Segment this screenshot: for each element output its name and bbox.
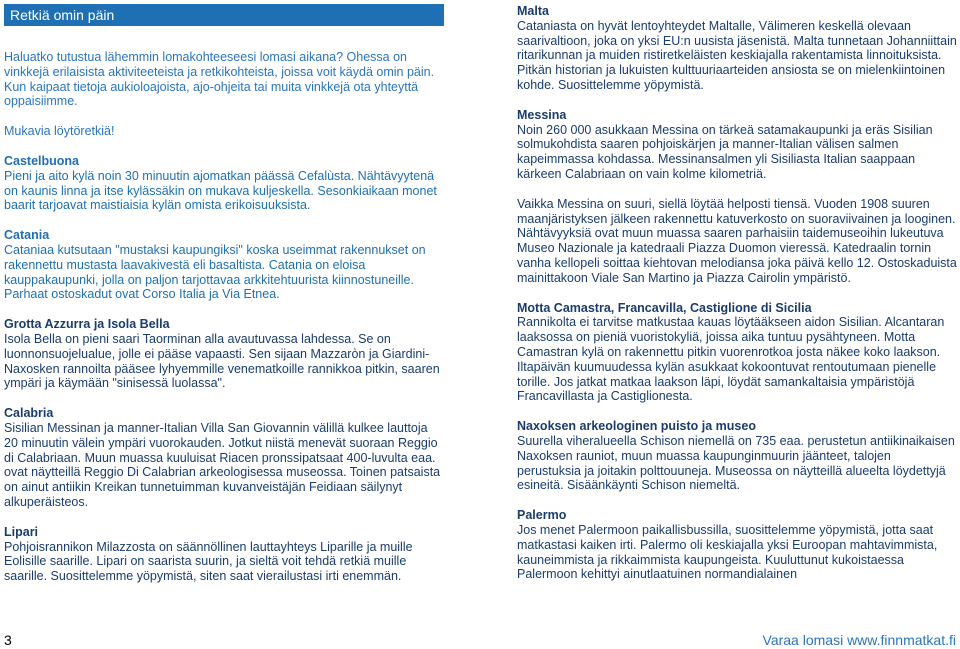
right-column (517, 4, 957, 582)
section-title: Naxoksen arkeologinen puisto ja museo (517, 419, 756, 434)
section-title: Motta Camastra, Francavilla, Castiglione di Sicilia (517, 300, 812, 315)
section-text: Cataniasta on hyvät lentoyhteydet Maltalle, Välimeren keskellä olevaan saarivaltioon, joka on yksi EU:n uusista jäsenistä. Malta tunnetaan Johanniittain ritarikunnan ja muiden ristiretkeläisten keskiajalla rakentamista linnoituksista. Pitkän historian ja lukuisten kulttuuriaarteiden ansiosta se on mielenkiintoinen kohde. Suosittelemme yöpymistä. (517, 18, 957, 92)
section-title: Calabria (4, 406, 54, 421)
section-text: Suurella viheralueella Schison niemellä on 735 eaa. perustetun antiikinaikaisen Naxoksen rauniot, muun muassa kaupunginmuurin jäänteet, talojen perustuksia ja joitakin polttouuneja. Museossa on näytteillä alueelta löydettyjä esineitä. Sisäänkäynti Schison niemeltä. (517, 433, 955, 493)
section-banner: Retkiä omin päin (4, 4, 444, 26)
section-title: Palermo (517, 508, 567, 523)
section-malta (517, 4, 957, 93)
section-catania (4, 228, 444, 302)
section-naxos (517, 419, 957, 493)
section-text: Pieni ja aito kylä noin 30 minuutin ajomatkan päässä Cefalùsta. Nähtävyytenä on kaunis linna ja itse kylässäkin on mukava kuljeskella. Sesonkiaikaan monet baarit tarjoavat maistiaisia kylän omista erikoisuuksista. (4, 168, 437, 213)
section-motta-camastra (517, 301, 957, 405)
section-title: Grotta Azzurra ja Isola Bella (4, 317, 170, 332)
section-text: Vaikka Messina on suuri, siellä löytää helposti tiensä. Vuoden 1908 suuren maanjäristyksen jälkeen rakennettu katuverkosto on suoraviivainen ja looginen. Nähtävyyksiä ovat muun muassa saaren parhaisiin taidemuseoihin lukeutuva Museo Nazionale ja katedraali Piazza Duomon vieressä. Katedraalin tornin vanha kellopeli soittaa kiehtovan melodiansa joka päivä kello 12. Ostoskaduista mainittakoon Viale San Martino ja Piazza Cairolin ympäristö. (517, 196, 957, 285)
section-text: Isola Bella on pieni saari Taorminan alla avautuvassa lahdessa. Se on luonnonsuojelualue, jolle ei pääse vapaasti. Sen sijaan Mazzaròn ja Giardini-Naxosken rannoilta pääsee lyhyemmille venematkoille rannikkoa pitkin, saaren ympäri ja käymään "sinisessä luolassa". (4, 331, 440, 391)
page-number: 3 (4, 632, 12, 648)
section-calabria (4, 406, 444, 510)
section-title: Catania (4, 228, 50, 243)
left-column (4, 0, 444, 584)
section-text: Jos menet Palermoon paikallisbussilla, suosittelemme yöpymistä, jotta saat matkastasi kaiken irti. Palermo oli keskiajalla yksi Euroopan mahtavimmista, kauneimmista ja rikkaimmista kaupungeista. Kuuluttunut kukoistaessa Palermoon kehittyi ainutlaatuinen normandialainen (517, 522, 938, 582)
intro-tagline: Mukavia löytöretkiä! (4, 124, 115, 139)
section-title: Messina (517, 107, 567, 122)
section-title: Malta (517, 4, 549, 18)
section-messina (517, 108, 957, 286)
section-title: Castelbuona (4, 153, 80, 168)
section-text: Noin 260 000 asukkaan Messina on tärkeä satamakaupunki ja eräs Sisilian solmukohdista saaren pohjoiskärjen ja manner-Italian välisen salmen kapeimmassa kohdassa. Messinansalmen yli Sisiliasta Italian saappaan kärkeen Calabriaan on vain kolme kilometriä. (517, 122, 933, 181)
section-lipari (4, 525, 444, 584)
section-text: Sisilian Messinan ja manner-Italian Villa San Giovannin välillä kulkee lauttoja 20 minuutin välein ympäri vuorokauden. Jotkut niistä menevät suoraan Reggio di Calabriaan. Muun muassa kuuluisat Riacen pronssipatsaat 400-luvulta eaa. ovat näytteillä Reggio Di Calabrian arkeologisessa museossa. Toinen patsaista on ainut antiikin Kreikan tunnetuimman kuvanveistäjän Feidiaan säilynyt alkuperäisteos. (4, 420, 441, 509)
intro-text: Haluatko tutustua lähemmin lomakohteeseesi lomasi aikana? Ohessa on vinkkejä erilaisista aktiviteeteista ja retkikohteista, joissa voit käydä omin päin. Kun kaipaat tietoja aukioloajoista, ajo-ohjeita tai muita vinkkejä ota yhteyttä oppaisiimme. (4, 50, 435, 109)
section-palermo (517, 508, 957, 582)
section-text: Cataniaa kutsutaan "mustaksi kaupungiksi" koska useimmat rakennukset on rakennettu mustasta laavakivestä eli basaltista. Catania on eloisa kauppakaupunki, jolla on paljon tarjottavaa arkkitehtuurista kiinnostuneille. Parhaat ostoskadut ovat Corso Italia ja Via Etnea. (4, 242, 426, 302)
footer-link[interactable]: Varaa lomasi www.finnmatkat.fi (762, 632, 956, 648)
section-castelbuona (4, 154, 444, 213)
section-title: Lipari (4, 524, 39, 539)
section-grotta-azzurra (4, 317, 444, 391)
section-text: Pohjoisrannikon Milazzosta on säännöllinen lauttayhteys Liparille ja muille Eolisille saarille. Lipari on saarista suurin, ja sieltä voit tehdä retkiä muille saarille. Suosittelemme yöpymistä, siten saat vierailustasi irti enemmän. (4, 539, 413, 584)
section-text: Rannikolta ei tarvitse matkustaa kauas löytääkseen aidon Sisilian. Alcantaran laaksossa on pieniä vuoristokyliä, joissa aika tuntuu pysähtyneen. Motta Camastran kylä on rakennettu pitkin vuorenrotkoa josta näkee koko laakson. Iltapäivän kuumuudessa kylän asukkaat kokoontuvat rentoutumaan pienelle torille. Jos jatkat matkaa laakson läpi, löydät samankaltaisia ympäristöjä Francavillasta ja Castiglionesta. (517, 315, 945, 404)
